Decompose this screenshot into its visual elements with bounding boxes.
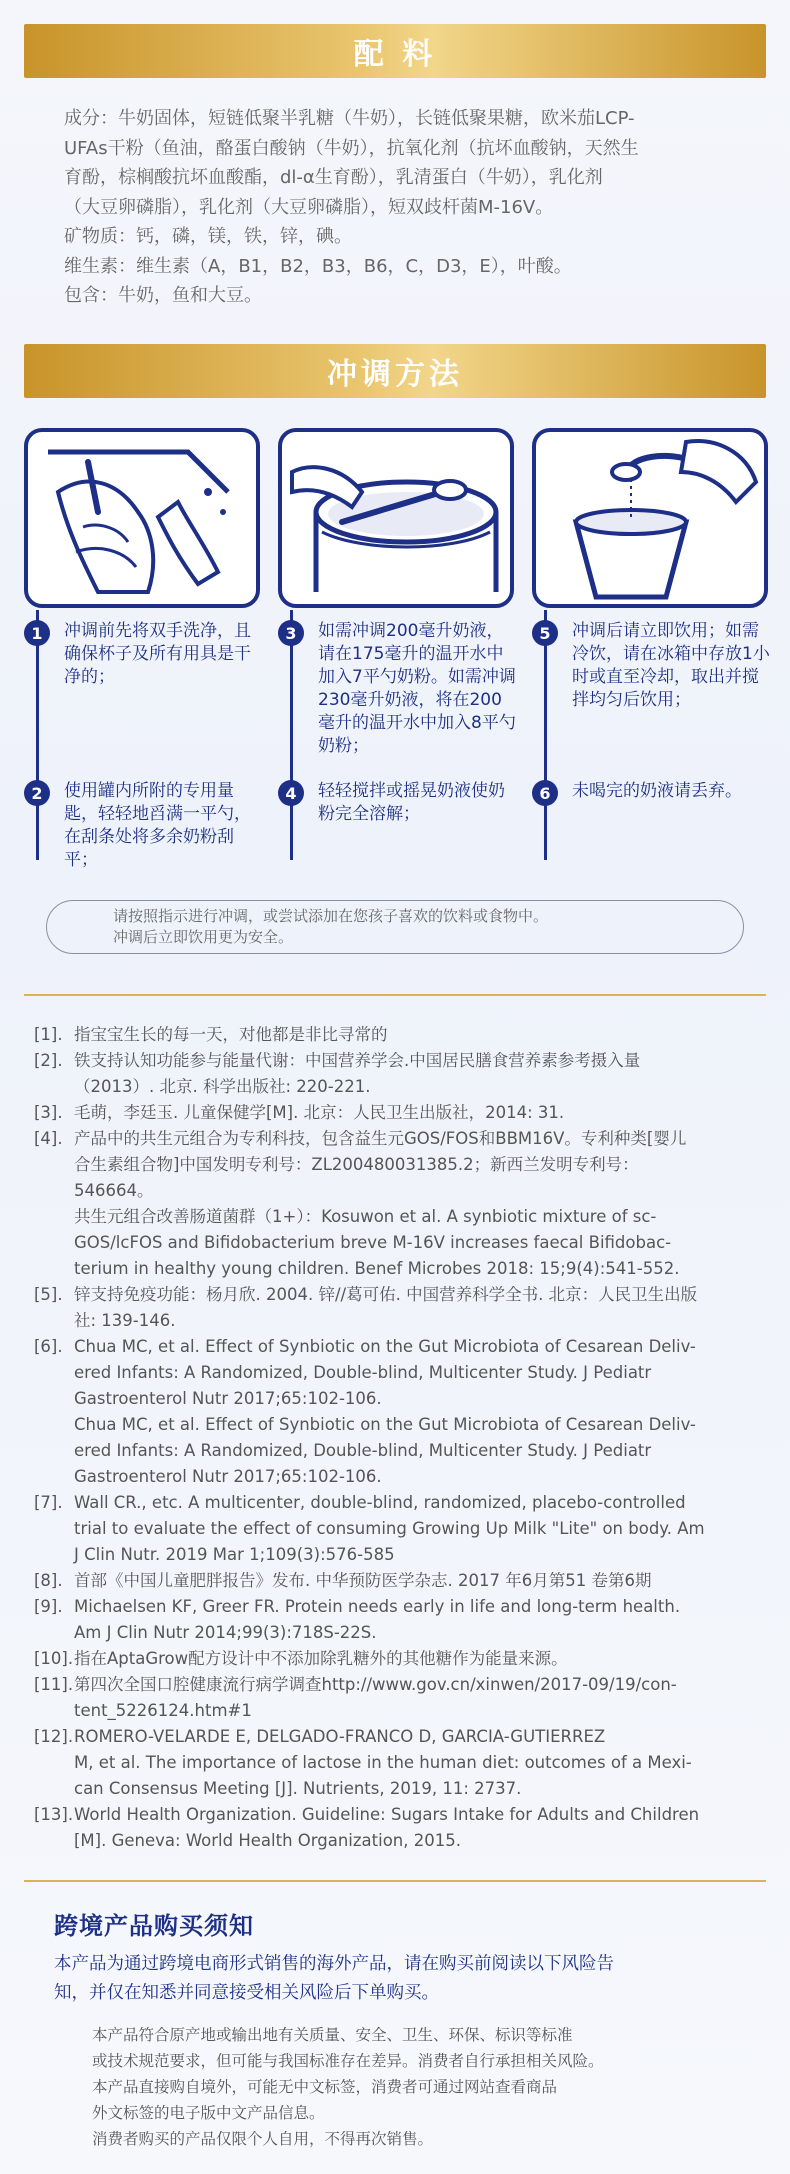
step-divider-line (544, 610, 547, 860)
reference-number: [10]. (34, 1649, 74, 1668)
vitamins-line: 维生素：维生素（A，B1，B2，B3，B6，C，D3，E），叶酸。 (64, 255, 572, 277)
reference-line: Wall CR., etc. A multicenter, double-blind, randomized, placebo-controlled (74, 1493, 686, 1512)
reference-item (34, 1022, 758, 1048)
reference-item (34, 1802, 758, 1854)
reference-line: Am J Clin Nutr 2014;99(3):718S-22S. (74, 1623, 377, 1642)
step-number-badge: 4 (278, 780, 304, 806)
note-line: 冲调后立即饮用更为安全。 (113, 928, 294, 946)
reference-item (34, 1594, 758, 1646)
reference-item (34, 1126, 758, 1282)
crossborder-body-line: 本产品直接购自境外，可能无中文标签，消费者可通过网站查看商品 (92, 2078, 558, 2096)
step-text: 如需冲调200毫升奶液，请在175毫升的温开水中加入7平勺奶粉。如需冲调230毫升奶液，将在200毫升的温开水中加入8平勺奶粉； (318, 621, 516, 756)
hand-washing-icon (24, 428, 260, 608)
reference-item (34, 1568, 758, 1594)
reference-line: ered Infants: A Randomized, Double-blind, Multicenter Study. J Pediatr (74, 1441, 652, 1460)
reference-line: Chua MC, et al. Effect of Synbiotic on the Gut Microbiota of Cesarean Deliv- (74, 1337, 696, 1356)
section-divider (24, 1880, 766, 1882)
note-line: 请按照指示进行冲调，或尝试添加在您孩子喜欢的饮料或食物中。 (113, 907, 549, 925)
reference-number: [8]. (34, 1571, 63, 1590)
reference-line: Chua MC, et al. Effect of Synbiotic on the Gut Microbiota of Cesarean Deliv- (74, 1415, 696, 1434)
crossborder-intro-line: 本产品为通过跨境电商形式销售的海外产品，请在购买前阅读以下风险告 (54, 1954, 614, 1974)
reference-item (34, 1672, 758, 1724)
step-number-badge: 6 (532, 780, 558, 806)
scoop-and-can-icon (278, 428, 514, 608)
reference-line: 毛萌，李廷玉. 儿童保健学[M]. 北京：人民卫生出版社，2014: 31. (74, 1103, 565, 1122)
preparation-steps (24, 428, 770, 870)
ingredients-line: 育酚，棕榈酸抗坏血酸酯，dl-α生育酚），乳清蛋白（牛奶），乳化剂 (64, 167, 603, 188)
minerals-line: 矿物质：钙，磷，镁，铁，锌，碘。 (64, 226, 352, 247)
reference-number: [1]. (34, 1025, 63, 1044)
reference-line: 546664。 (74, 1181, 154, 1200)
section-divider (24, 994, 766, 996)
reference-item (34, 1490, 758, 1568)
reference-line: 锌支持免疫功能：杨月欣. 2004. 锌//葛可佑. 中国营养科学全书. 北京：人民卫生出版 (74, 1285, 698, 1304)
reference-line: 共生元组合改善肠道菌群（1+）：Kosuwon et al. A synbiotic mixture of sc- (74, 1207, 657, 1226)
reference-item (34, 1048, 758, 1100)
reference-number: [2]. (34, 1051, 63, 1070)
ingredients-banner-title: 配 料 (353, 37, 437, 72)
reference-number: [3]. (34, 1103, 63, 1122)
step-number-badge: 5 (532, 620, 558, 646)
reference-line: terium in healthy young children. Benef Microbes 2018: 15;9(4):541-552. (74, 1259, 680, 1278)
reference-line: tent_5226124.htm#1 (74, 1701, 252, 1720)
reference-number: [9]. (34, 1597, 63, 1616)
reference-line: World Health Organization. Guideline: Sugars Intake for Adults and Children (74, 1805, 700, 1824)
step-number-badge: 3 (278, 620, 304, 646)
reference-line: Gastroenterol Nutr 2017;65:102-106. (74, 1467, 382, 1486)
reference-item (34, 1724, 758, 1802)
reference-line: ered Infants: A Randomized, Double-blind, Multicenter Study. J Pediatr (74, 1363, 652, 1382)
crossborder-body-line: 消费者购买的产品仅限个人自用，不得再次销售。 (92, 2130, 434, 2148)
reference-number: [6]. (34, 1337, 63, 1356)
step-text: 冲调后请立即饮用；如需冷饮，请在冰箱中存放1小时或直至冷却，取出并搅拌均匀后饮用； (572, 621, 770, 710)
reference-number: [13]. (34, 1805, 74, 1824)
steps-column-3 (532, 428, 770, 868)
crossborder-intro (54, 1950, 714, 2008)
crossborder-body-line: 本产品符合原产地或输出地有关质量、安全、卫生、环保、标识等标准 (92, 2026, 573, 2044)
reference-number: [11]. (34, 1675, 74, 1694)
reference-line: 合生素组合物]中国发明专利号：ZL200480031385.2；新西兰发明专利号： (74, 1155, 639, 1174)
preparation-banner-title: 冲调方法 (327, 357, 463, 392)
reference-line: 第四次全国口腔健康流行病学调查http://www.gov.cn/xinwen/2017-09/19/con- (74, 1675, 677, 1694)
reference-line: 首部《中国儿童肥胖报告》发布. 中华预防医学杂志. 2017 年6月第51 卷第6期 (74, 1571, 652, 1590)
reference-line: Michaelsen KF, Greer FR. Protein needs early in life and long-term health. (74, 1597, 681, 1616)
reference-line: M, et al. The importance of lactose in the human diet: outcomes of a Mexi- (74, 1753, 692, 1772)
step-text: 未喝完的奶液请丢弃。 (572, 781, 742, 801)
reference-line: [M]. Geneva: World Health Organization, 2015. (74, 1831, 461, 1850)
reference-line: can Consensus Meeting [J]. Nutrients, 2019, 11: 2737. (74, 1779, 522, 1798)
references-list (34, 1022, 758, 1854)
reference-line: 指宝宝生长的每一天，对他都是非比寻常的 (74, 1025, 388, 1044)
preparation-note (46, 900, 744, 954)
step-number-badge: 2 (24, 780, 50, 806)
reference-line: GOS/lcFOS and Bifidobacterium breve M-16V increases faecal Bifidobac- (74, 1233, 672, 1252)
reference-line: 社: 139-146. (74, 1311, 176, 1330)
reference-line: 指在AptaGrow配方设计中不添加除乳糖外的其他糖作为能量来源。 (74, 1649, 568, 1668)
reference-line: （2013）. 北京. 科学出版社: 220-221. (74, 1077, 371, 1096)
ingredients-line: UFAs干粉（鱼油，酪蛋白酸钠（牛奶），抗氧化剂（抗坏血酸钠，天然生 (64, 137, 639, 159)
reference-number: [5]. (34, 1285, 63, 1304)
ingredients-banner (24, 24, 766, 78)
step-divider-line (290, 610, 293, 860)
crossborder-title: 跨境产品购买须知 (54, 1912, 254, 1940)
ingredients-list (64, 104, 724, 311)
ingredients-line: （大豆卵磷脂），乳化剂（大豆卵磷脂），短双歧杆菌M-16V。 (64, 196, 554, 218)
allergens-line: 包含：牛奶，鱼和大豆。 (64, 285, 262, 306)
reference-number: [7]. (34, 1493, 63, 1512)
reference-line: Gastroenterol Nutr 2017;65:102-106. (74, 1389, 382, 1408)
reference-line: ROMERO-VELARDE E, DELGADO-FRANCO D, GARCIA-GUTIERREZ (74, 1727, 606, 1746)
reference-line: 铁支持认知功能参与能量代谢：中国营养学会.中国居民膳食营养素参考摄入量 (74, 1051, 641, 1070)
reference-number: [12]. (34, 1727, 74, 1746)
crossborder-intro-line: 知，并仅在知悉并同意接受相关风险后下单购买。 (54, 1983, 439, 2003)
steps-column-1 (24, 428, 258, 868)
ingredients-line: 成分：牛奶固体，短链低聚半乳糖（牛奶），长链低聚果糖，欧米茄LCP- (64, 108, 635, 129)
reference-item (34, 1100, 758, 1126)
reference-line: J Clin Nutr. 2019 Mar 1;109(3):576-585 (74, 1545, 395, 1564)
reference-line: trial to evaluate the effect of consuming Growing Up Milk "Lite" on body. Am (74, 1519, 705, 1538)
step-number-badge: 1 (24, 620, 50, 646)
step-text: 轻轻搅拌或摇晃奶液使奶粉完全溶解； (318, 781, 505, 824)
step-text: 使用罐内所附的专用量匙，轻轻地舀满一平勺，在刮条处将多余奶粉刮平； (64, 781, 251, 870)
reference-line: 产品中的共生元组合为专利科技，包含益生元GOS/FOS和BBM16V。专利种类[婴儿 (74, 1129, 687, 1148)
reference-number: [4]. (34, 1129, 63, 1148)
preparation-banner (24, 344, 766, 398)
step-text: 冲调前先将双手洗净，且确保杯子及所有用具是干净的； (64, 621, 251, 687)
pour-into-cup-icon (532, 428, 768, 608)
reference-item (34, 1646, 758, 1672)
steps-column-2 (278, 428, 516, 868)
reference-item (34, 1334, 758, 1490)
reference-item (34, 1282, 758, 1334)
crossborder-body-line: 或技术规范要求，但可能与我国标准存在差异。消费者自行承担相关风险。 (92, 2052, 604, 2070)
crossborder-body-line: 外文标签的电子版中文产品信息。 (92, 2104, 325, 2122)
crossborder-body (92, 2022, 712, 2152)
step-divider-line (36, 610, 39, 860)
